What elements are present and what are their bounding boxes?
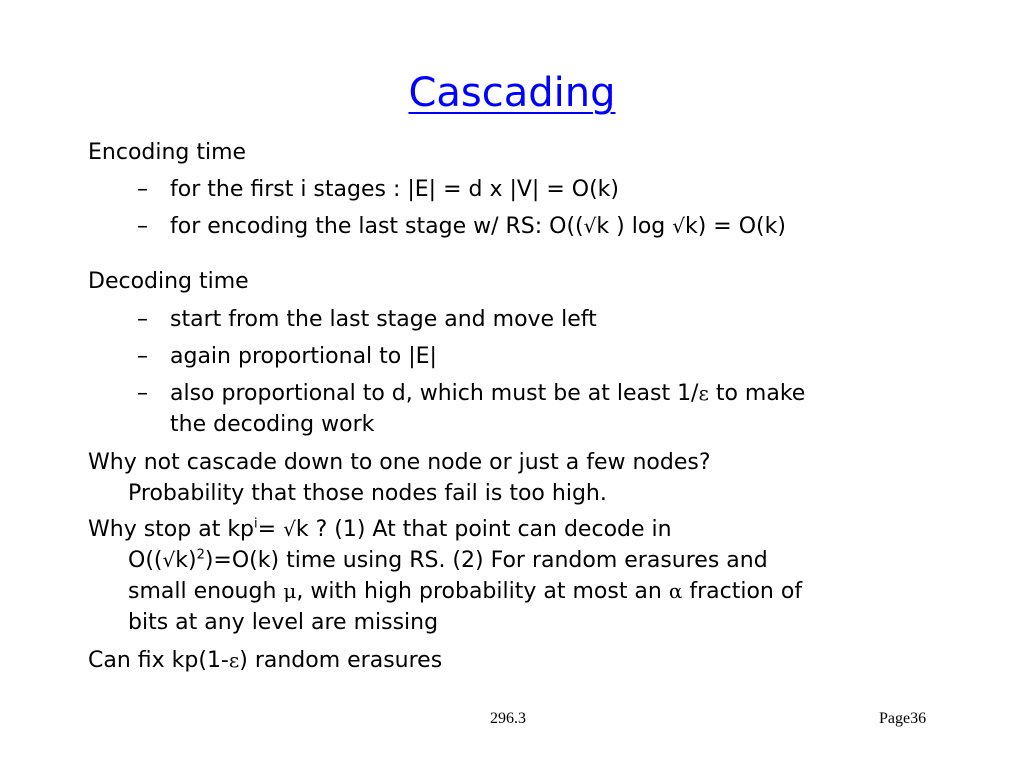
text-run: Why stop at kp	[88, 517, 255, 542]
bullet-dash: –	[137, 381, 148, 406]
decoding-heading: Decoding time	[88, 269, 249, 294]
encoding-bullet-2	[170, 211, 786, 242]
decoding-bullet-1: start from the last stage and move left	[170, 307, 597, 332]
bullet-dash: –	[137, 177, 148, 202]
bullet-dash: –	[137, 344, 148, 369]
text-run: =	[257, 517, 284, 542]
text-run: )=O(k) time using RS. (2) For random erasures and	[204, 548, 768, 573]
cascade-question: Why not cascade down to one node or just a few nodes?	[88, 450, 711, 475]
alpha-symbol: α	[668, 579, 683, 603]
text-run: to make	[708, 381, 806, 406]
text-run: Can fix kp(1-	[88, 648, 229, 673]
stop-question-line-1	[88, 514, 672, 545]
sqrt-symbol: √	[162, 548, 176, 572]
mu-symbol: μ	[283, 579, 297, 603]
text-run: fraction of	[682, 579, 803, 604]
decoding-bullet-2: again proportional to |E|	[170, 344, 437, 369]
text-run: also proportional to d, which must be at least 1/	[170, 381, 699, 406]
stop-question-line-2	[128, 545, 768, 576]
bullet-dash: –	[137, 214, 148, 239]
superscript: 2	[196, 547, 205, 563]
text-run: k) = O(k)	[684, 214, 786, 239]
encoding-heading: Encoding time	[88, 140, 247, 165]
bullet-dash: –	[137, 307, 148, 332]
text-run: k)	[175, 548, 197, 573]
slide-title: Cascading	[408, 70, 616, 116]
stop-question-line-4: bits at any level are missing	[128, 610, 439, 635]
sqrt-symbol: √	[672, 214, 685, 238]
text-run: , with high probability at most an	[296, 579, 669, 604]
text-run: O((	[128, 548, 163, 573]
footer-page-number: Page36	[879, 710, 927, 727]
decoding-bullet-3	[170, 378, 805, 409]
text-run: k ? (1) At that point can decode in	[295, 517, 672, 542]
fix-statement	[88, 645, 442, 676]
epsilon-symbol: ε	[228, 648, 240, 672]
cascade-answer: Probability that those nodes fail is too high.	[128, 481, 607, 506]
text-run: for encoding the last stage w/ RS: O((	[170, 214, 584, 239]
text-run: small enough	[128, 579, 284, 604]
sqrt-symbol: √	[583, 214, 597, 238]
decoding-bullet-3-cont: the decoding work	[170, 412, 375, 437]
text-run: k ) log	[596, 214, 673, 239]
text-run: ) random erasures	[239, 648, 443, 673]
footer-course-number: 296.3	[490, 710, 526, 727]
stop-question-line-3	[128, 576, 802, 607]
encoding-bullet-1: for the first i stages : |E| = d x |V| = O(k)	[170, 177, 619, 202]
sqrt-symbol: √	[283, 517, 296, 541]
epsilon-symbol: ε	[698, 381, 709, 405]
superscript: i	[254, 516, 258, 532]
